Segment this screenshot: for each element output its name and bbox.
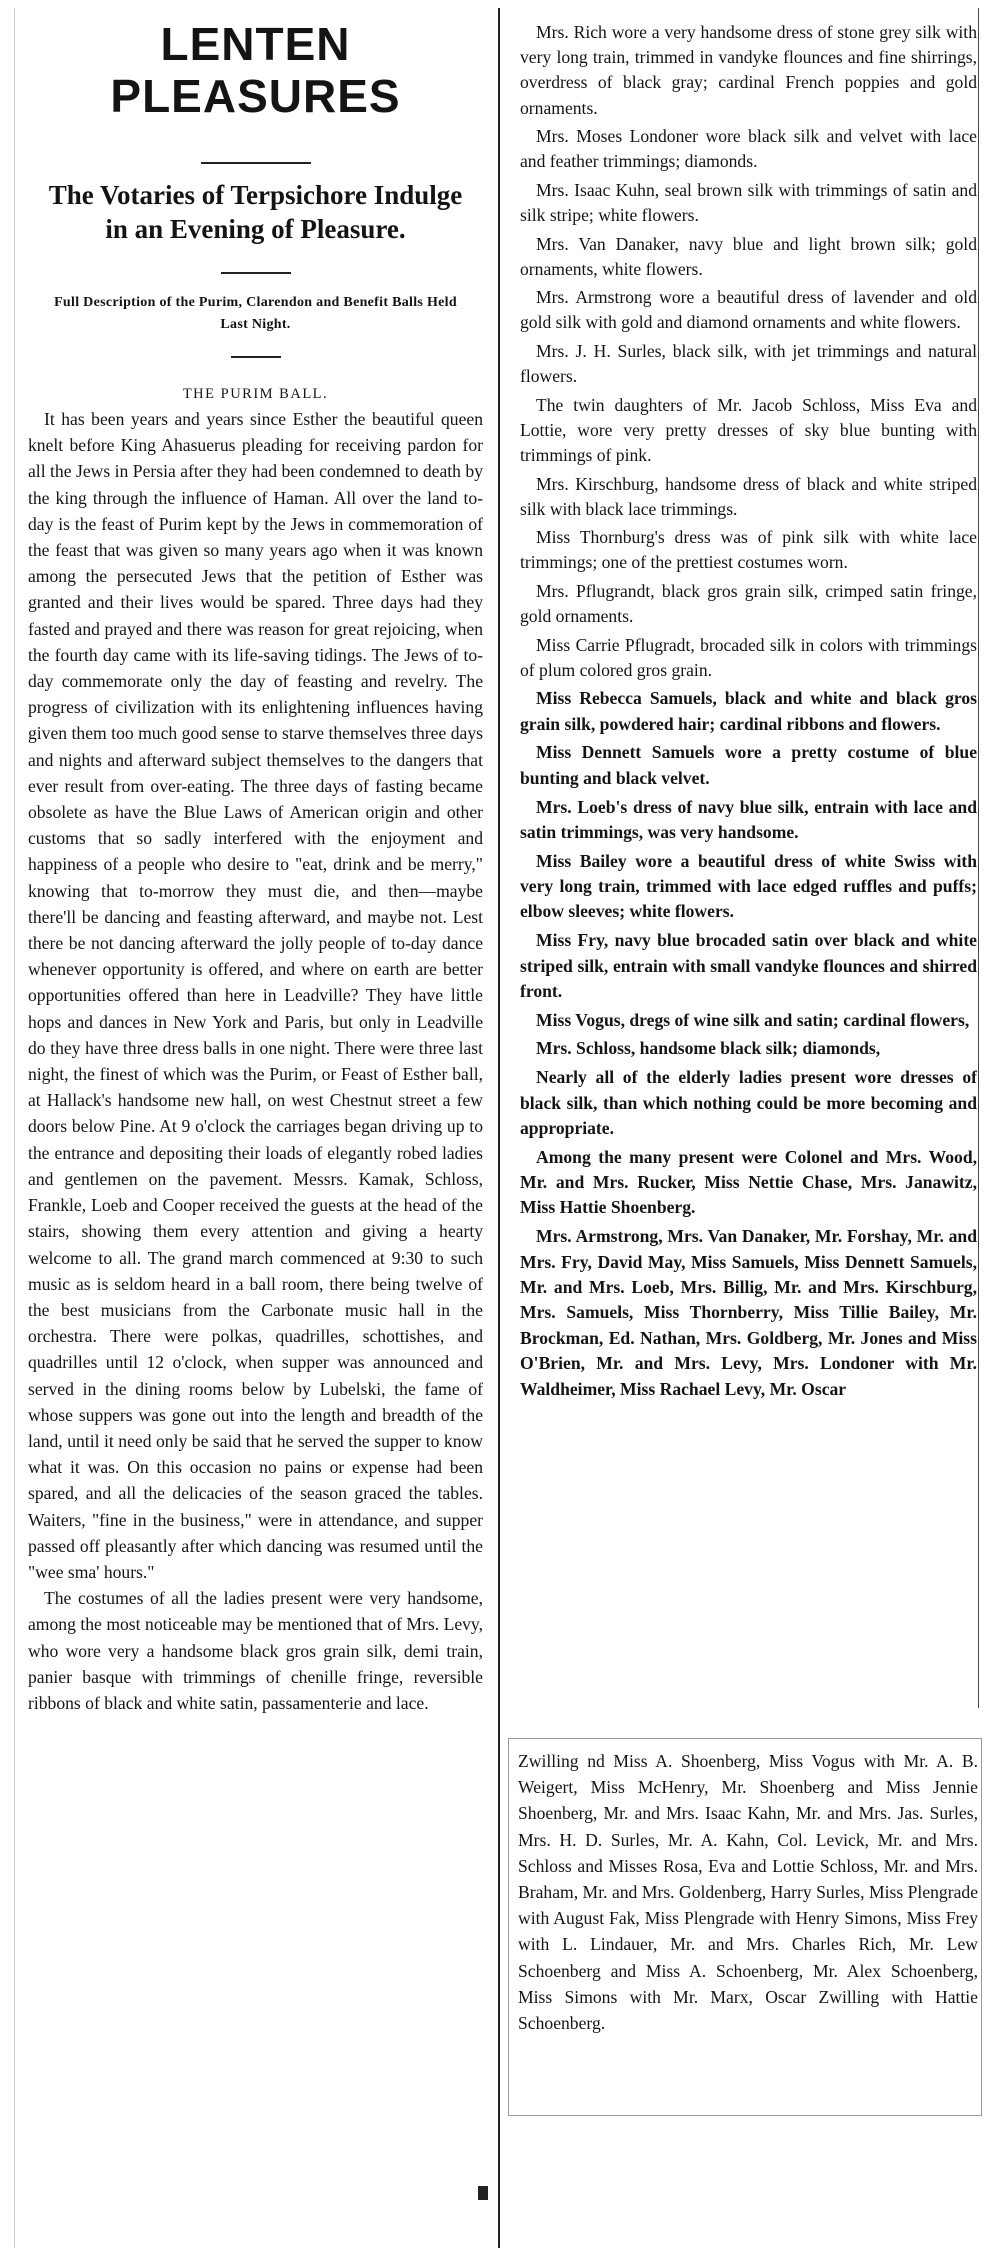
column-rule-middle xyxy=(498,8,500,2248)
costume-entry: Mrs. Loeb's dress of navy blue silk, entrain with lace and satin trimmings, was very handsome. xyxy=(520,796,977,842)
attendees-paragraph: Among the many present were Colonel and Mrs. Wood, Mr. and Mrs. Rucker, Miss Nettie Chase, Mrs. Janawitz, Miss Hattie Shoenberg. xyxy=(520,1146,977,1218)
body-paragraph: The costumes of all the ladies present were very handsome, among the most noticeable may be mentioned that of Mrs. Levy, who wore very a handsome black gros grain silk, demi train, panier basque with trimmings of chenille fringe, reversible ribbons of black and white satin, passamenterie and lace. xyxy=(28,1588,483,1713)
costume-entry: Mrs. Pflugrandt, black gros grain silk, crimped satin fringe, gold ornaments. xyxy=(520,580,977,627)
section-divider xyxy=(231,356,281,358)
masthead: LENTEN PLEASURES xyxy=(110,18,401,122)
continuation-paragraph: Zwilling nd Miss A. Shoenberg, Miss Vogus with Mr. A. B. Weigert, Miss McHenry, Mr. Shoenberg and Miss Jennie Shoenberg, Mr. and Mrs. Isaac Kahn, Mr. and Mrs. Jas. Surles, Mrs. H. D. Surles, Mr. A. Kahn, Col. Levick, Mr. and Mrs. Schloss and Misses Rosa, Eva and Lottie Schloss, Mr. and Mrs. Braham, Mr. and Mrs. Goldenberg, Harry Surles, Miss Plengrade with August Fak, Miss Plengrade with Henry Simons, Miss Frey with L. Lindauer, Mr. and Mrs. Charles Rich, Mr. Lew Schoenberg and Miss A. Schoenberg, Mr. Alex Schoenberg, Miss Simons with Mr. Marx, Oscar Zwilling with Hattie Schoenberg. xyxy=(518,1751,978,2034)
column-rule-left xyxy=(14,8,15,2248)
column-end-mark xyxy=(478,2186,488,2200)
section-title: THE PURIM BALL. xyxy=(182,386,329,402)
costume-entry: The twin daughters of Mr. Jacob Schloss, Miss Eva and Lottie, wore very pretty dresses of sky blue bunting with trimmings of pink. xyxy=(520,394,977,466)
costume-entry: Miss Carrie Pflugradt, brocaded silk in colors with trimmings of plum colored gros grain. xyxy=(520,634,977,680)
subhead: Full Description of the Purim, Clarendon and Benefit Balls Held Last Night. xyxy=(54,295,457,332)
costume-entry: Miss Bailey wore a beautiful dress of white Swiss with very long train, trimmed with lace edged ruffles and puffs; elbow sleeves; white flowers. xyxy=(520,850,977,922)
costume-entry: Mrs. Rich wore a very handsome dress of stone grey silk with very long train, trimmed in vandyke flounces and fine shirrings, overdress of black gray; cardinal French poppies and gold ornaments. xyxy=(520,22,977,118)
left-column xyxy=(28,12,483,1716)
costume-entry: Miss Dennett Samuels wore a pretty costume of blue bunting and black velvet. xyxy=(520,742,977,788)
headline: The Votaries of Terpsichore Indulge in an Evening of Pleasure. xyxy=(48,180,463,244)
costume-entry: Mrs. Moses Londoner wore black silk and velvet with lace and feather trimmings; diamonds. xyxy=(520,126,977,172)
body-paragraph: It has been years and years since Esther the beautiful queen knelt before King Ahasuerus pleading for receiving pardon for all the Jews in Persia after they had been condemned to death by the king through the influence of Haman. All over the land to-day is the feast of Purim kept by the Jews in commemoration of the feast that was given so many years ago when it was known among the persecuted Jews that the petition of Esther was granted and their lives would be spared. Three days had they fasted and prayed and there was reason for great rejoicing, when the fourth day came with its life-saving tidings. The Jews of to-day commemorate only the day of feasting and revelry. The progress of civilization with its enlightening influences having given them too much good sense to starve themselves three days and nights and afterward subject themselves to the dangers that ever result from over-eating. The three days of fasting became obsolete as have the Blue Laws of American origin and other customs that so sadly interfered with the enjoyment and happiness of a people who desire to "eat, drink and be merry," knowing that to-morrow they must die, and then—maybe there'll be dancing and feasting afterward, and maybe not. Lest there be not dancing afterward the jolly people of to-day dance whenever opportunity is offered, and where on earth are better opportunities offered than here in Leadville? They have little hops and dances in New York and Paris, but only in Leadville do they have three dress balls in one night. There were three last night, the finest of which was the Purim, or Feast of Esther ball, at Hallack's handsome new hall, on west Chestnut street a few doors below Pine. At 9 o'clock the carriages began driving up to the entrance and depositing their loads of elegantly robed ladies and gentlemen on the pavement. Messrs. Kamak, Schloss, Frankle, Loeb and Cooper received the guests at the head of the stairs, showing them every attention and giving a hearty welcome to all. The grand march commenced at 9:30 to such music as is seldom heard in a ball room, there being twelve of the best musicians from the Carbonate music hall in the orchestra. There were polkas, quadrilles, schottishes, and quadrilles until 12 o'clock, when supper was announced and served in the dining rooms below by Lubelski, the fame of whose suppers was gone out into the length and breadth of the land, until it need only be said that he served the supper to know what it was. On this occasion no pains or expense had been spared, and all the delicacies of the season graced the tables. Waiters, "fine in the business," were in attendance, and supper passed off pleasantly after which dancing was resumed until the "wee sma' hours." xyxy=(28,409,483,1582)
costume-entry: Miss Rebecca Samuels, black and white and black gros grain silk, powdered hair; cardinal ribbons and flowers. xyxy=(520,688,977,734)
summary-paragraph: Nearly all of the elderly ladies present wore dresses of black silk, than which nothing could be more becoming and appropriate. xyxy=(520,1067,977,1138)
costume-entry: Miss Vogus, dregs of wine silk and satin; cardinal flowers, xyxy=(536,1009,970,1030)
continuation-clipping xyxy=(518,1748,978,2036)
right-column xyxy=(520,20,977,1405)
costume-entry: Mrs. Van Danaker, navy blue and light brown silk; gold ornaments, white flowers. xyxy=(520,233,977,279)
costume-entry: Miss Fry, navy blue brocaded satin over black and white striped silk, entrain with small vandyke flounces and shirred front. xyxy=(520,930,977,1001)
attendees-paragraph: Mrs. Armstrong, Mrs. Van Danaker, Mr. Forshay, Mr. and Mrs. Fry, David May, Miss Samuels, Miss Dennett Samuels, Mr. and Mrs. Loeb, Mrs. Billig, Mr. and Mrs. Kirschburg, Mrs. Samuels, Miss Thornberry, Miss Tillie Bailey, Mr. Brockman, Ed. Nathan, Mrs. Goldberg, Mr. Jones and Miss O'Brien, Mr. and Mrs. Levy, Mrs. Londoner with Mr. Waldheimer, Miss Rachael Levy, Mr. Oscar xyxy=(520,1226,977,1399)
costume-entry: Mrs. Schloss, handsome black silk; diamonds, xyxy=(536,1038,881,1059)
clipping-edge-right xyxy=(978,8,979,1708)
costume-entry: Miss Thornburg's dress was of pink silk with white lace trimmings; one of the prettiest costumes worn. xyxy=(520,527,977,573)
costume-entry: Mrs. Armstrong wore a beautiful dress of lavender and old gold silk with gold and diamond ornaments and white flowers. xyxy=(520,287,977,333)
costume-entry: Mrs. Kirschburg, handsome dress of black and white striped silk with black lace trimmings. xyxy=(520,473,977,519)
headline-divider xyxy=(201,162,311,164)
subhead-divider xyxy=(221,272,291,274)
costume-entry: Mrs. Isaac Kuhn, seal brown silk with trimmings of satin and silk stripe; white flowers. xyxy=(520,179,977,226)
costume-entry: Mrs. J. H. Surles, black silk, with jet trimmings and natural flowers. xyxy=(520,340,977,387)
